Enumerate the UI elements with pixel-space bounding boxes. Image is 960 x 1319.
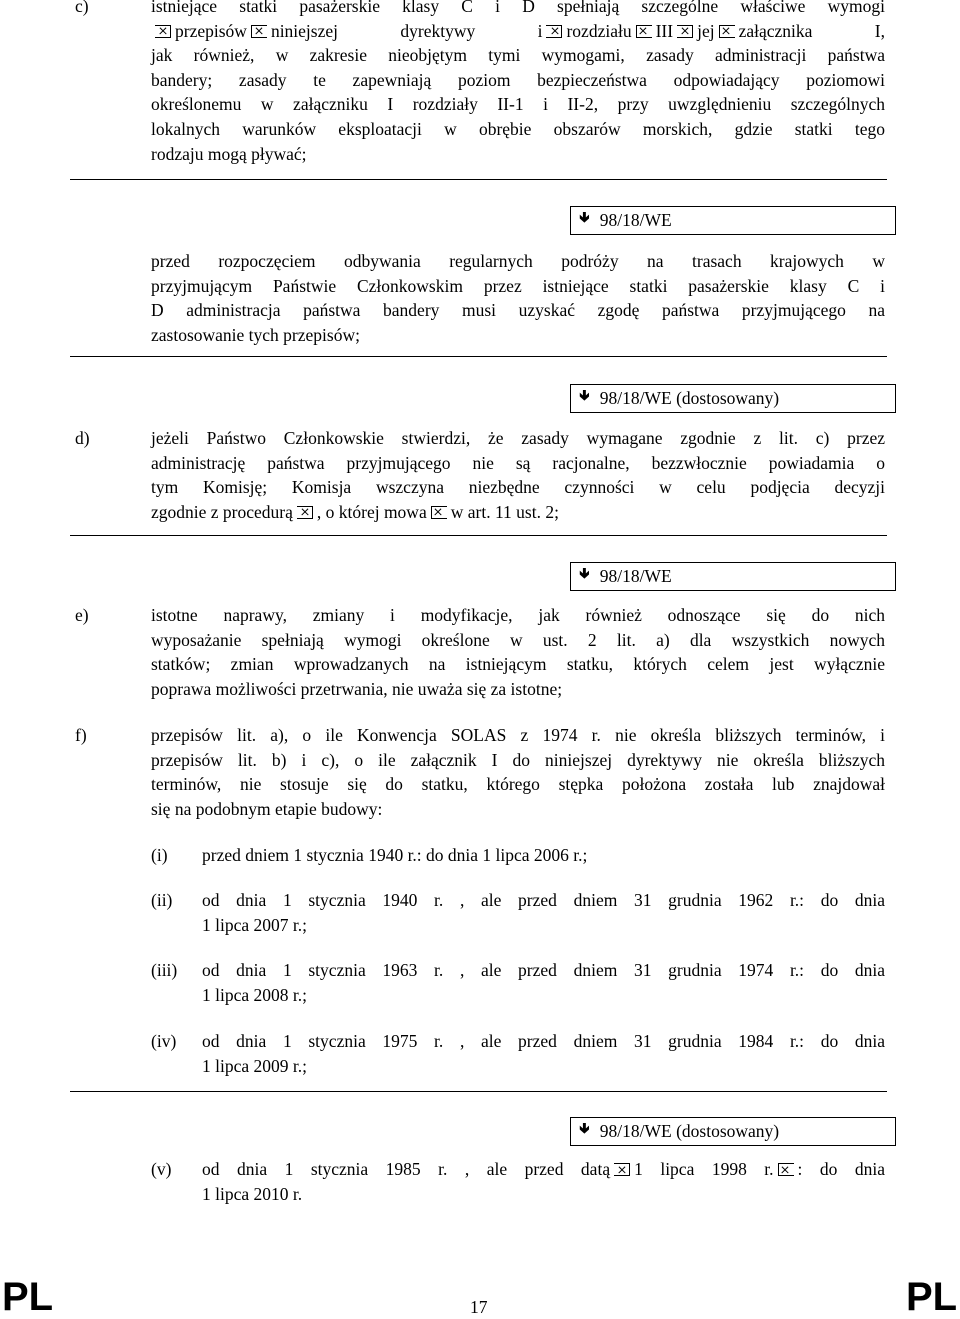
text-line: terminów, nie stosuje się do statku, którego stępka położona została lub znajdował (151, 774, 885, 795)
text-line: przed dniem 1 stycznia 1940 r.: do dnia 1 lipca 2006 r.; (202, 845, 588, 865)
sub-item-text (202, 1029, 885, 1078)
item-label-f: f) (75, 725, 87, 745)
item-label-c: c) (75, 0, 89, 16)
text-line: zastosowanie tych przepisów; (151, 324, 360, 345)
source-label: 98/18/WE (599, 566, 672, 586)
amendment-source-box (570, 1117, 896, 1146)
sub-item-label: (i) (151, 845, 168, 865)
arrow-down-icon: 🢃 (579, 386, 590, 404)
delete-marker-icon (636, 25, 652, 38)
arrow-down-icon: 🢃 (579, 564, 590, 582)
delete-marker-icon (251, 25, 267, 38)
text-line: od dnia 1 stycznia 1975 r. , ale przed dniem 31 grudnia 1984 r.: do dnia (202, 1031, 885, 1051)
text-line: tym Komisję; Komisja wszczyna niezbędne czynności w celu podjęcia decyzji (151, 477, 885, 498)
sub-item-label: (v) (151, 1159, 172, 1179)
delete-marker-icon (719, 25, 735, 38)
text-line: lokalnych warunków eksploatacji w obrębie obszarów morskich, gdzie statki tego (151, 118, 885, 139)
paragraph-f (151, 723, 885, 821)
text-line: jeżeli Państwo Członkowskie stwierdzi, że zasady wymagane zgodnie z lit. c) przez (151, 428, 885, 448)
text-line: istniejące statki pasażerskie klasy C i D spełniają szczególne właściwe wymogi (151, 0, 885, 16)
source-label: 98/18/WE (dostosowany) (599, 388, 780, 408)
text-line: rodzaju mogą pływać; (151, 143, 307, 164)
text-line: przepisów lit. a), o ile Konwencja SOLAS z 1974 r. nie określa bliższych terminów, i (151, 725, 885, 745)
text-line: administrację państwa przyjmującego nie są racjonalne, bezzwłocznie powiadamia o (151, 452, 885, 473)
separator-rule (70, 179, 887, 180)
insert-open-marker-icon (614, 1163, 630, 1176)
text-line: przepisów lit. b) i c), o ile załącznik I do niniejszej dyrektywy nie określa bliższych (151, 749, 885, 770)
text-line-with-markers: od dnia 1 stycznia 1985 r. , ale przed datą 1 lipca 1998 r. : do dnia (202, 1159, 886, 1179)
text-line: statków; zmian wprowadzanych na istniejącym statku, których celem jest wyłącznie (151, 654, 885, 675)
insert-open-marker-icon (155, 25, 171, 38)
arrow-down-icon: 🢃 (579, 208, 590, 226)
sub-item-text (202, 958, 885, 1007)
sub-item-label: (iii) (151, 960, 178, 980)
text-line: się na podobnym etapie budowy: (151, 798, 383, 819)
paragraph-c-continued (151, 249, 885, 347)
text-line: od dnia 1 stycznia 1940 r. , ale przed dniem 31 grudnia 1962 r.: do dnia (202, 890, 885, 910)
text-line-with-markers: przepisów niniejszej dyrektywy i rozdziału III jej załącznika I, (151, 19, 885, 44)
insert-open-marker-icon (297, 506, 313, 519)
page-number: 17 (470, 1297, 488, 1317)
text-line: wyposażanie spełniają wymogi określone w ust. 2 lit. a) dla wszystkich nowych (151, 629, 885, 650)
text-line: określonemu w załączniku I rozdziały II-1 i II-2, przy uwzględnieniu szczególnych (151, 94, 885, 115)
amendment-source-box (570, 384, 896, 413)
arrow-down-icon: 🢃 (579, 1119, 590, 1137)
text-line: 1 lipca 2007 r.; (202, 914, 307, 935)
text-line: istotne naprawy, zmiany i modyfikacje, jak również odnoszące się do nich (151, 605, 885, 625)
text-line-with-markers: zgodnie z procedurą , o której mowa w art. 11 ust. 2; (151, 501, 559, 522)
sub-item-text (202, 1157, 885, 1206)
sub-item-label: (ii) (151, 890, 173, 910)
item-label-e: e) (75, 605, 89, 625)
text-line: od dnia 1 stycznia 1963 r. , ale przed dniem 31 grudnia 1974 r.: do dnia (202, 960, 885, 980)
text-line: przyjmującym Państwie Członkowskim przez istniejące statki pasażerskie klasy C i (151, 275, 885, 296)
footer-language-right: PL (906, 1275, 958, 1319)
delete-marker-icon (778, 1163, 794, 1176)
source-label: 98/18/WE (dostosowany) (599, 1121, 780, 1141)
text-line: bandery; zasady te zapewniają poziom bezpieczeństwa odpowiadający poziomowi (151, 69, 885, 90)
text-line: 1 lipca 2009 r.; (202, 1055, 307, 1076)
sub-item-text (202, 888, 885, 937)
paragraph-d (151, 426, 885, 524)
item-label-d: d) (75, 428, 90, 448)
text-line: jak również, w zakresie nieobjętym tymi wymogami, zasady administracji państwa (151, 45, 885, 66)
separator-rule (70, 1091, 887, 1092)
amendment-source-box (570, 562, 896, 591)
text-line: D administracja państwa bandery musi uzyskać zgodę państwa przyjmującego na (151, 300, 885, 321)
paragraph-e (151, 603, 885, 701)
delete-marker-icon (431, 506, 447, 519)
footer-language-left: PL (2, 1275, 54, 1319)
text-line: poprawa możliwości przetrwania, nie uważa się za istotne; (151, 678, 563, 699)
separator-rule (70, 356, 887, 357)
sub-item-label: (iv) (151, 1031, 177, 1051)
text-line: 1 lipca 2010 r. (202, 1183, 303, 1204)
insert-open-marker-icon (677, 25, 693, 38)
text-line: 1 lipca 2008 r.; (202, 984, 307, 1005)
text-line: przed rozpoczęciem odbywania regularnych podróży na trasach krajowych w (151, 251, 885, 271)
separator-rule (70, 535, 887, 536)
paragraph-c (151, 0, 885, 166)
source-label: 98/18/WE (599, 210, 672, 230)
sub-item-text (202, 843, 885, 868)
insert-open-marker-icon (546, 25, 562, 38)
amendment-source-box (570, 206, 896, 235)
